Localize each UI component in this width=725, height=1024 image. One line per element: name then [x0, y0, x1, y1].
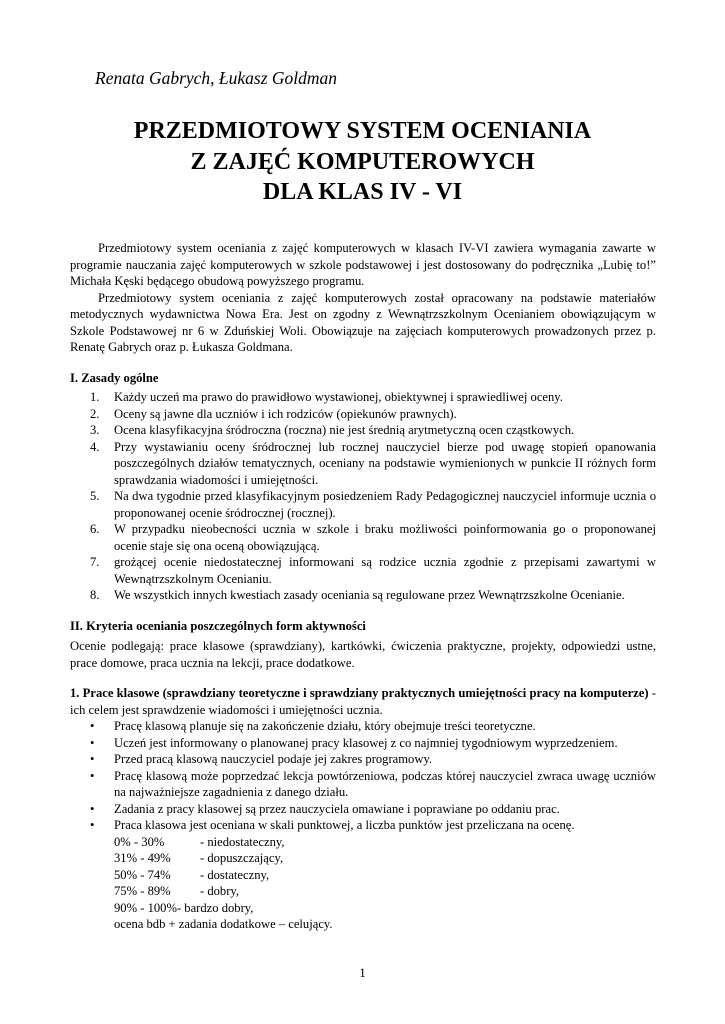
list-item [70, 439, 656, 489]
general-rules-list [70, 389, 656, 604]
scale-row [114, 867, 656, 884]
subsection-class-tests [70, 685, 656, 718]
list-item [70, 718, 656, 735]
authors: Renata Gabrych, Łukasz Goldman [95, 68, 338, 88]
item-number: 1. [90, 390, 100, 404]
scale-range: 0% - 30% [114, 834, 165, 849]
item-text: We wszystkich innych kwestiach zasady oceniania są regulowane przez Wewnątrzszkolne Ocenianie. [114, 588, 625, 602]
item-text: Praca klasowa jest oceniana w skali punktowej, a liczba punktów jest przeliczana na ocenę. [114, 818, 575, 832]
scale-grade: - niedostateczny, [200, 834, 285, 849]
list-item [70, 801, 656, 818]
bullet-icon: • [90, 801, 95, 816]
list-item [70, 521, 656, 554]
class-tests-list [70, 718, 656, 834]
page-title [40, 116, 685, 208]
list-item [70, 422, 656, 439]
item-text: W przypadku nieobecności ucznia w szkole i braku możliwości poinformowania go o proponowanej ocenie staje się ona oceną obowiązującą. [114, 522, 656, 553]
item-text: Oceny są jawne dla uczniów i ich rodziców (opiekunów prawnych). [114, 406, 457, 421]
scale-row [114, 850, 656, 867]
list-item [70, 389, 656, 406]
item-text: Zadania z pracy klasowej są przez nauczyciela omawiane i poprawiane po oddaniu prac. [114, 801, 560, 816]
item-text: Ocena klasyfikacyjna śródroczna (roczna) nie jest średnią arytmetyczną ocen cząstkowych. [114, 423, 575, 437]
scale-grade: - dostateczny, [200, 867, 270, 882]
scale-grade: - dobry, [200, 884, 240, 898]
item-text: Pracę klasową może poprzedzać lekcja powtórzeniowa, podczas której nauczyciel zwraca uwagę uczniów na najważniejsze zagadnienia z danego działu. [114, 768, 656, 799]
item-number: 6. [90, 522, 100, 536]
list-item [70, 488, 656, 521]
bullet-icon: • [90, 768, 95, 783]
item-text: Pracę klasową planuje się na zakończenie działu, który obejmuje treści teoretyczne. [114, 719, 536, 733]
intro-paragraph: Przedmiotowy system oceniania z zajęć komputerowych został opracowany na podstawie materiałów metodycznych wydawnictwa Nowa Era. Jest on zgodny z Wewnątrzszkolnym Ocenianiem obowiązującym w Szkole Podstawowej nr 6 w Zduńskiej Woli. Obowiązuje na zajęciach komputerowych prowadzonych przez p. Renatę Gabrych oraz p. Łukasza Goldmana. [70, 290, 656, 354]
item-number: 4. [90, 439, 100, 454]
document-body [70, 240, 656, 933]
item-number: 8. [90, 588, 100, 602]
criteria-intro: Ocenie podlegają: prace klasowe (sprawdziany), kartkówki, ćwiczenia praktyczne, projekty, odpowiedzi ustne, prace domowe, praca ucznia na lekcji, prace dodatkowe. [70, 639, 656, 670]
list-item [70, 735, 656, 752]
scale-row [114, 834, 656, 851]
item-text: Przy wystawianiu oceny śródrocznej lub rocznej nauczyciel bierze pod uwagę stopień opanowania poszczególnych działów tematycznych, oceniany na podstawie wymienionych w punkcie II różnych form sprawdzania wiadomości i umiejętności. [114, 439, 656, 487]
item-text: Przed pracą klasową nauczyciel podaje jej zakres programowy. [114, 752, 433, 766]
item-text: Każdy uczeń ma prawo do prawidłowo wystawionej, obiektywnej i sprawiedliwej oceny. [114, 390, 563, 404]
scale-row [114, 883, 656, 900]
section-heading-criteria: II. Kryteria oceniania poszczególnych form aktywności [70, 618, 366, 633]
list-item [70, 554, 656, 587]
bullet-icon: • [90, 719, 95, 733]
page-number: 1 [359, 965, 366, 980]
bullet-icon: • [90, 735, 95, 750]
grading-scale [70, 834, 656, 933]
title-line: PRZEDMIOTOWY SYSTEM OCENIANIA [133, 118, 592, 144]
scale-range: 31% - 49% [114, 851, 171, 865]
list-item [70, 587, 656, 604]
title-line: DLA KLAS IV - VI [262, 179, 463, 205]
subsection-heading: 1. Prace klasowe (sprawdziany teoretyczne i sprawdziany praktycznych umiejętności pracy na komputerze) [70, 686, 649, 700]
item-text: Uczeń jest informowany o planowanej pracy klasowej z co najmniej tygodniowym wyprzedzeniem. [114, 735, 618, 750]
item-text: Na dwa tygodnie przed klasyfikacyjnym posiedzeniem Rady Pedagogicznej nauczyciel informuje ucznia o proponowanej ocenie śródrocznej (rocznej). [114, 489, 656, 520]
list-item [70, 406, 656, 423]
scale-range: 50% - 74% [114, 867, 171, 882]
item-number: 7. [90, 555, 100, 569]
bullet-icon: • [90, 752, 95, 766]
item-text: grożącej ocenie niedostatecznej informowani są rodzice ucznia zgodnie z przepisami zawartymi w Wewnątrzszkolnym Ocenianiu. [114, 555, 656, 586]
subsection-text: - ich celem jest sprawdzenie wiadomości i umiejętności ucznia. [70, 686, 656, 717]
list-item [70, 817, 656, 834]
scale-row: 90% - 100%- bardzo dobry, [114, 900, 254, 915]
bullet-icon: • [90, 818, 95, 832]
item-number: 2. [90, 406, 100, 421]
scale-grade: - dopuszczający, [200, 851, 284, 865]
list-item [70, 768, 656, 801]
item-number: 3. [90, 423, 100, 437]
scale-row: ocena bdb + zadania dodatkowe – celujący. [114, 917, 333, 931]
title-line: Z ZAJĘĆ KOMPUTEROWYCH [190, 148, 535, 175]
item-number: 5. [90, 489, 100, 503]
list-item [70, 751, 656, 768]
section-heading-general: I. Zasady ogólne [70, 370, 159, 385]
scale-range: 75% - 89% [114, 884, 171, 898]
intro-paragraph: Przedmiotowy system oceniania z zajęć komputerowych w klasach IV-VI zawiera wymagania zawarte w programie nauczania zajęć komputerowych w szkole podstawowej i jest dostosowany do podręcznika „Lubię to!” Michała Kęski będącego obudową powyższego programu. [70, 241, 656, 288]
